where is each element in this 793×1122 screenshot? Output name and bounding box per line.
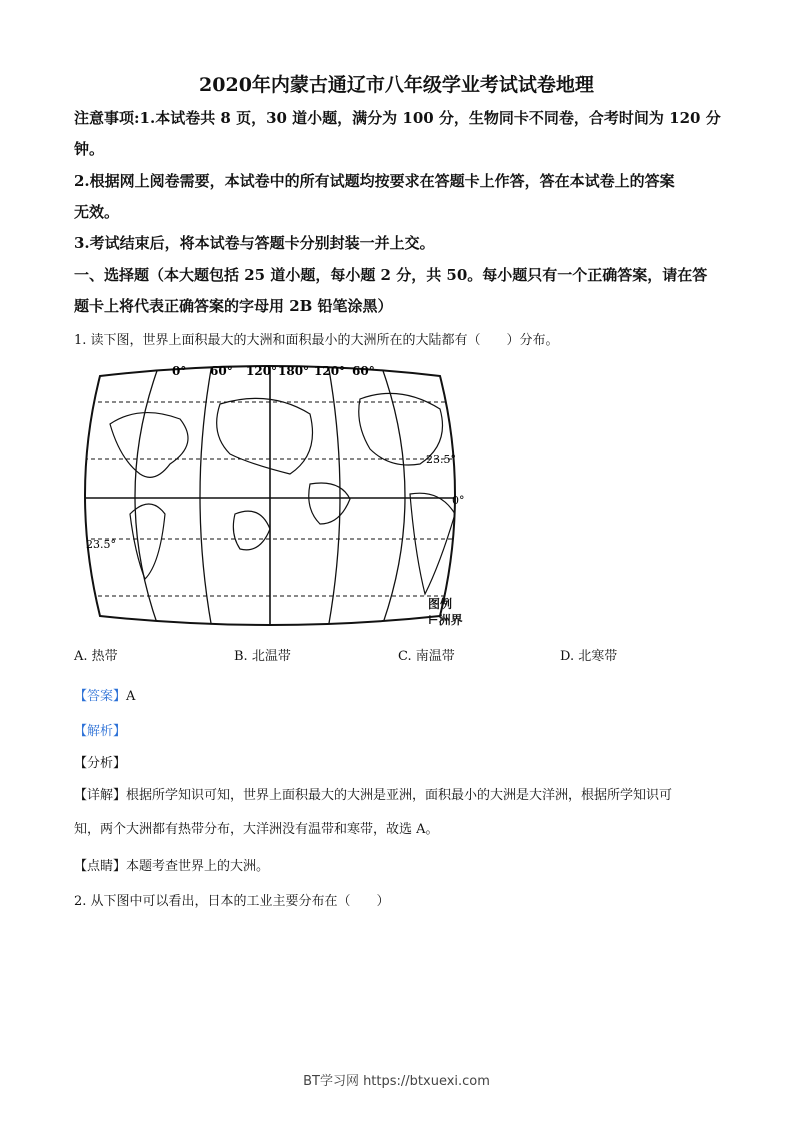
notice-line-2b: 无效。 bbox=[74, 203, 120, 221]
comment-tag: 【点睛】 bbox=[74, 859, 127, 874]
comment-text: 本题考查世界上的大洲。 bbox=[126, 859, 270, 874]
option-d: D. 北寒带 bbox=[560, 649, 618, 664]
detail-line-1 bbox=[74, 786, 734, 806]
notice-line-1: 注意事项:1.本试卷共 8 页，30 道小题，满分为 100 分，生物同卡不同卷，合考时间为 120 分 bbox=[74, 109, 721, 127]
continent-boundary-icon: ⊢ bbox=[428, 613, 439, 627]
legend-item bbox=[428, 612, 463, 628]
section-heading-2: 题卡上将代表正确答案的字母用 2B 铅笔涂黑） bbox=[74, 297, 393, 315]
detail-text-1: 根据所学知识可知，世界上面积最大的大洲是亚洲，面积最小的大洲是大洋洲，根据所学知识可 bbox=[126, 788, 673, 803]
option-b: B. 北温带 bbox=[234, 649, 291, 664]
answer-line bbox=[74, 687, 734, 707]
lon-label-6: 60° bbox=[352, 364, 375, 378]
section-heading-1: 一、选择题（本大题包括 25 道小题，每小题 2 分，共 50。每小题只有一个正确答案，请在答 bbox=[74, 266, 708, 284]
option-c: C. 南温带 bbox=[398, 649, 455, 664]
world-map-figure bbox=[70, 364, 470, 629]
legend-item-label: 洲界 bbox=[438, 613, 463, 627]
analysis-tag: 【解析】 bbox=[74, 724, 127, 739]
lon-label-3: 120° bbox=[246, 364, 278, 378]
comment-line bbox=[74, 857, 734, 877]
lon-label-2: 60° bbox=[210, 364, 233, 378]
answer-tag: 【答案】 bbox=[74, 689, 127, 704]
map-legend bbox=[428, 596, 463, 628]
lon-label-1: 0° bbox=[172, 364, 187, 378]
answer-value: A bbox=[126, 689, 136, 704]
lat-label-north: 23.5° bbox=[426, 453, 456, 466]
option-a: A. 热带 bbox=[74, 649, 118, 664]
notice-line-2: 2.根据网上阅卷需要，本试卷中的所有试题均按要求在答题卡上作答，答在本试卷上的答案 bbox=[74, 172, 675, 190]
detail-line-2: 知，两个大洲都有热带分布，大洋洲没有温带和寒带，故选 A。 bbox=[74, 822, 439, 837]
notice-line-1b: 钟。 bbox=[74, 140, 105, 158]
lon-label-5: 120° bbox=[314, 364, 346, 378]
lon-label-4: 180° bbox=[278, 364, 310, 378]
notice-line-3: 3.考试结束后，将本试卷与答题卡分别封装一并上交。 bbox=[74, 234, 435, 252]
question-1-stem: 1. 读下图，世界上面积最大的大洲和面积最小的大洲所在的大陆都有（ ）分布。 bbox=[74, 333, 559, 348]
lat-label-equator: 0° bbox=[452, 494, 465, 507]
legend-title: 图例 bbox=[428, 597, 453, 611]
fenxi-tag: 【分析】 bbox=[74, 756, 127, 771]
page-title: 2020年内蒙古通辽市八年级学业考试试卷地理 bbox=[199, 74, 594, 96]
question-2-stem: 2. 从下图中可以看出，日本的工业主要分布在（ ） bbox=[74, 894, 390, 909]
lat-label-south: 23.5° bbox=[86, 538, 116, 551]
site-footer: BT学习网 https://btxuexi.com bbox=[303, 1074, 490, 1089]
detail-tag: 【详解】 bbox=[74, 788, 127, 803]
